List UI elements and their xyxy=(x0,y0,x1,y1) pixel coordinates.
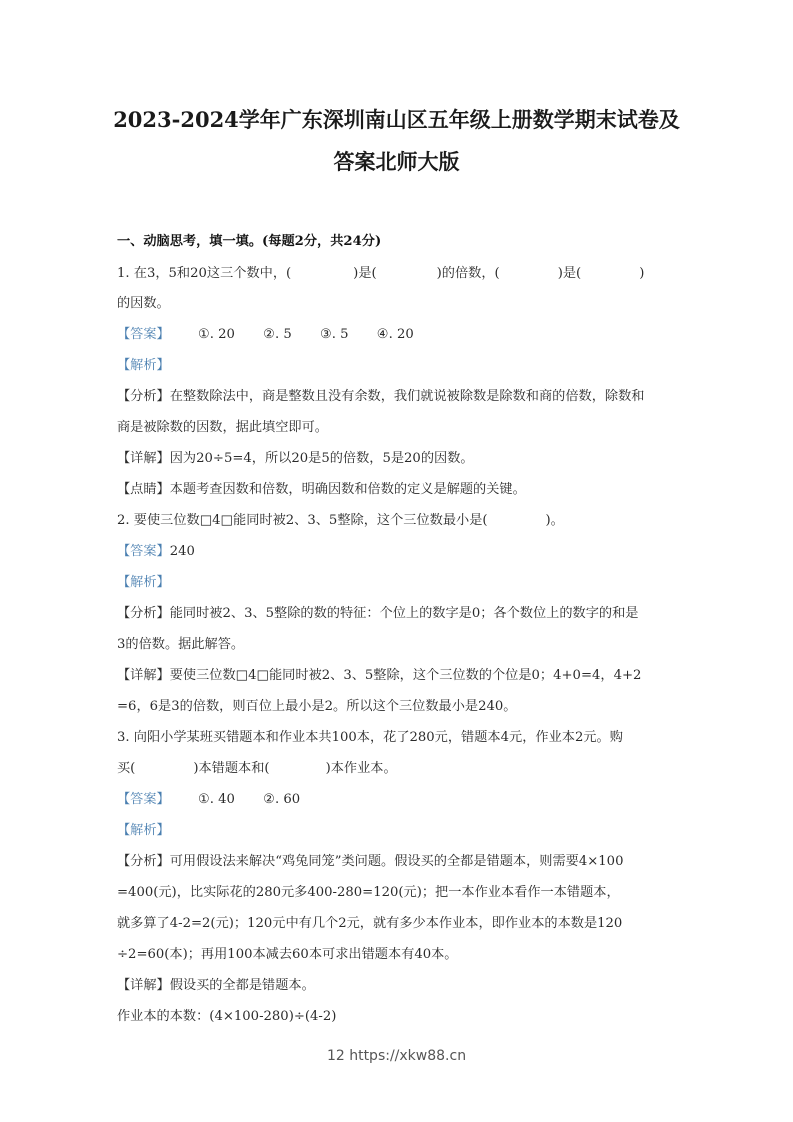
comment-text: 本题考查因数和倍数，明确因数和倍数的定义是解题的关键。 xyxy=(169,482,526,497)
analysis-header: 【解析】 xyxy=(117,358,170,373)
detail-label: 【详解】 xyxy=(117,451,170,466)
detail-text: 要使三位数□4□能同时被2、3、5整除，这个三位数的个位是0；4+0=4，4+2 xyxy=(169,668,642,683)
analysis-label: 【分析】 xyxy=(117,854,170,869)
question-2 xyxy=(117,509,564,528)
q1-text: ) xyxy=(639,266,645,281)
analysis-label: 【分析】 xyxy=(117,606,170,621)
q1-text-line2: 的因数。 xyxy=(117,296,170,311)
detail-label: 【详解】 xyxy=(117,978,170,993)
q3-analysis-line2: =400(元)，比实际花的280元多400-280=120(元)；把一本作业本看作一本错题本， xyxy=(117,885,620,900)
answer-item: 240 xyxy=(169,544,195,559)
q3-answer xyxy=(117,788,300,807)
detail-text: 因为20÷5=4，所以20是5的倍数，5是20的因数。 xyxy=(169,451,474,466)
q2-text: 2. 要使三位数□4□能同时被2、3、5整除，这个三位数最小是( xyxy=(117,513,488,528)
q2-detail xyxy=(117,664,641,683)
q2-detail-line2: =6，6是3的倍数，则百位上最小是2。所以这个三位数最小是240。 xyxy=(117,699,517,714)
answer-item: ④. 20 xyxy=(376,327,414,342)
q1-analysis xyxy=(117,385,645,404)
detail-text: 假设买的全都是错题本。 xyxy=(169,978,315,993)
q1-answer xyxy=(117,323,414,342)
answer-item: ①. 20 xyxy=(197,327,235,342)
q1-comment xyxy=(117,478,526,497)
page-footer: 12 https://xkw88.cn xyxy=(326,1048,467,1064)
section-heading: 一、动脑思考，填一填。(每题2分，共24分) xyxy=(117,234,382,249)
question-3: 3. 向阳小学某班买错题本和作业本共100本，花了280元，错题本4元，作业本2元。购 xyxy=(117,730,623,745)
q1-text: )是( xyxy=(557,266,582,281)
q1-detail xyxy=(117,447,474,466)
q2-answer xyxy=(117,540,195,559)
q3-text: 买( xyxy=(117,761,136,776)
q1-analysis-line2: 商是被除数的因数，据此填空即可。 xyxy=(117,420,328,435)
answer-label: 【答案】 xyxy=(117,544,170,559)
analysis-header: 【解析】 xyxy=(117,575,170,590)
q3-text: )本作业本。 xyxy=(325,761,397,776)
q1-text: 1. 在3，5和20这三个数中，( xyxy=(117,266,292,281)
answer-item: ①. 40 xyxy=(197,792,235,807)
detail-label: 【详解】 xyxy=(117,668,170,683)
q2-analysis-line2: 3的倍数。据此解答。 xyxy=(117,637,245,652)
q2-analysis xyxy=(117,602,639,621)
q1-text: )的倍数，( xyxy=(436,266,500,281)
q3-analysis-line4: ÷2=60(本)；再用100本减去60本可求出错题本有40本。 xyxy=(117,947,458,962)
q3-calc: 作业本的本数：(4×100-280)÷(4-2) xyxy=(117,1009,337,1024)
analysis-text: 可用假设法来解决“鸡兔同笼”类问题。假设买的全都是错题本，则需要4×100 xyxy=(169,854,624,869)
comment-label: 【点睛】 xyxy=(117,482,170,497)
q3-analysis-line3: 就多算了4-2=2(元)；120元中有几个2元，就有多少本作业本，即作业本的本数是120 xyxy=(117,916,623,931)
question-3-line2 xyxy=(117,757,397,776)
q1-text: )是( xyxy=(353,266,377,281)
answer-item: ③. 5 xyxy=(319,327,349,342)
analysis-header: 【解析】 xyxy=(117,823,170,838)
answer-item: ②. 5 xyxy=(263,327,292,342)
q3-analysis xyxy=(117,850,623,869)
analysis-text: 能同时被2、3、5整除的数的特征：个位上的数字是0；各个数位上的数字的和是 xyxy=(169,606,639,621)
analysis-label: 【分析】 xyxy=(117,389,170,404)
q3-detail xyxy=(117,974,315,993)
question-1 xyxy=(117,262,644,281)
answer-label: 【答案】 xyxy=(117,792,170,807)
analysis-text: 在整数除法中，商是整数且没有余数，我们就说被除数是除数和商的倍数，除数和 xyxy=(169,389,645,404)
q2-text: )。 xyxy=(545,513,564,528)
document-title-line1: 2023-2024学年广东深圳南山区五年级上册数学期末试卷及 xyxy=(113,107,680,132)
answer-item: ②. 60 xyxy=(263,792,301,807)
q3-text: )本错题本和( xyxy=(193,761,270,776)
document-title-line2: 答案北师大版 xyxy=(333,149,460,174)
answer-label: 【答案】 xyxy=(117,327,170,342)
